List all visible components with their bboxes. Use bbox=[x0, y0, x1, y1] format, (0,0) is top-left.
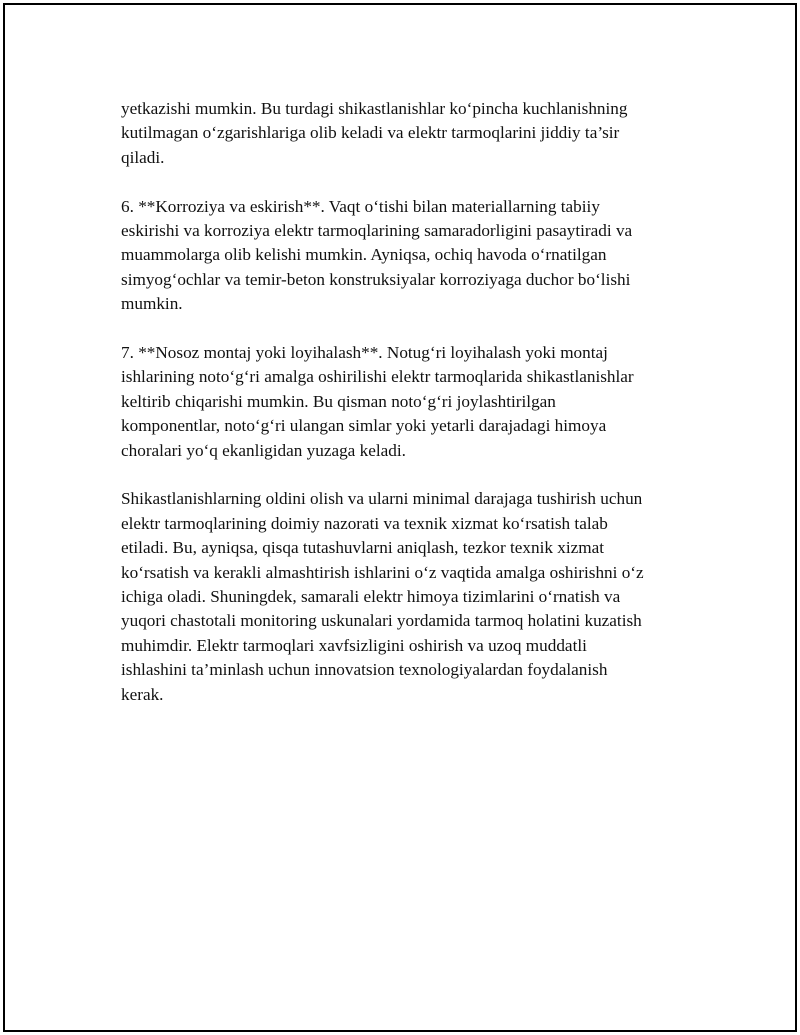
document-page bbox=[3, 3, 797, 1032]
paragraph-conclusion: Shikastlanishlarning oldini olish va ularni minimal darajaga tushirish uchun elektr tarmoqlarining doimiy nazorati va texnik xizmat ko‘rsatish talab etiladi. Bu, ayniqsa, qisqa tutashuvlarni aniqlash, tezkor texnik xizmat ko‘rsatish va kerakli almashtirish ishlarini o‘z vaqtida amalga oshirishni o‘z ichiga oladi. Shuningdek, samarali elektr himoya tizimlarini o‘rnatish va yuqori chastotali monitoring uskunalari yordamida tarmoq holatini kuzatish muhimdir. Elektr tarmoqlari xavfsizligini oshirish va uzoq muddatli ishlashini ta’minlash uchun innovatsion texnologiyalardan foydalanish kerak. bbox=[121, 489, 644, 704]
document-body bbox=[121, 97, 691, 732]
paragraph-item-7-installation: 7. **Nosoz montaj yoki loyihalash**. Notug‘ri loyihalash yoki montaj ishlarining noto‘g‘ri amalga oshirilishi elektr tarmoqlarida shikastlanishlar keltirib chiqarishi mumkin. Bu qisman noto‘g‘ri joylashtirilgan komponentlar, noto‘g‘ri ulangan simlar yoki yetarli darajadagi himoya choralari yo‘q ekanligidan yuzaga keladi. bbox=[121, 343, 634, 460]
paragraph-item-6-corrosion: 6. **Korroziya va eskirish**. Vaqt o‘tishi bilan materiallarning tabiiy eskirishi va korroziya elektr tarmoqlarining samaradorligini pasaytiradi va muammolarga olib kelishi mumkin. Ayniqsa, ochiq havoda o‘rnatilgan simyog‘ochlar va temir-beton konstruksiyalar korroziyaga duchor bo‘lishi mumkin. bbox=[121, 196, 633, 314]
paragraph-continuation: yetkazishi mumkin. Bu turdagi shikastlanishlar ko‘pincha kuchlanishning kutilmagan o‘zgarishlariga olib keladi va elektr tarmoqlarini jiddiy ta’sir qiladi. bbox=[121, 99, 628, 167]
